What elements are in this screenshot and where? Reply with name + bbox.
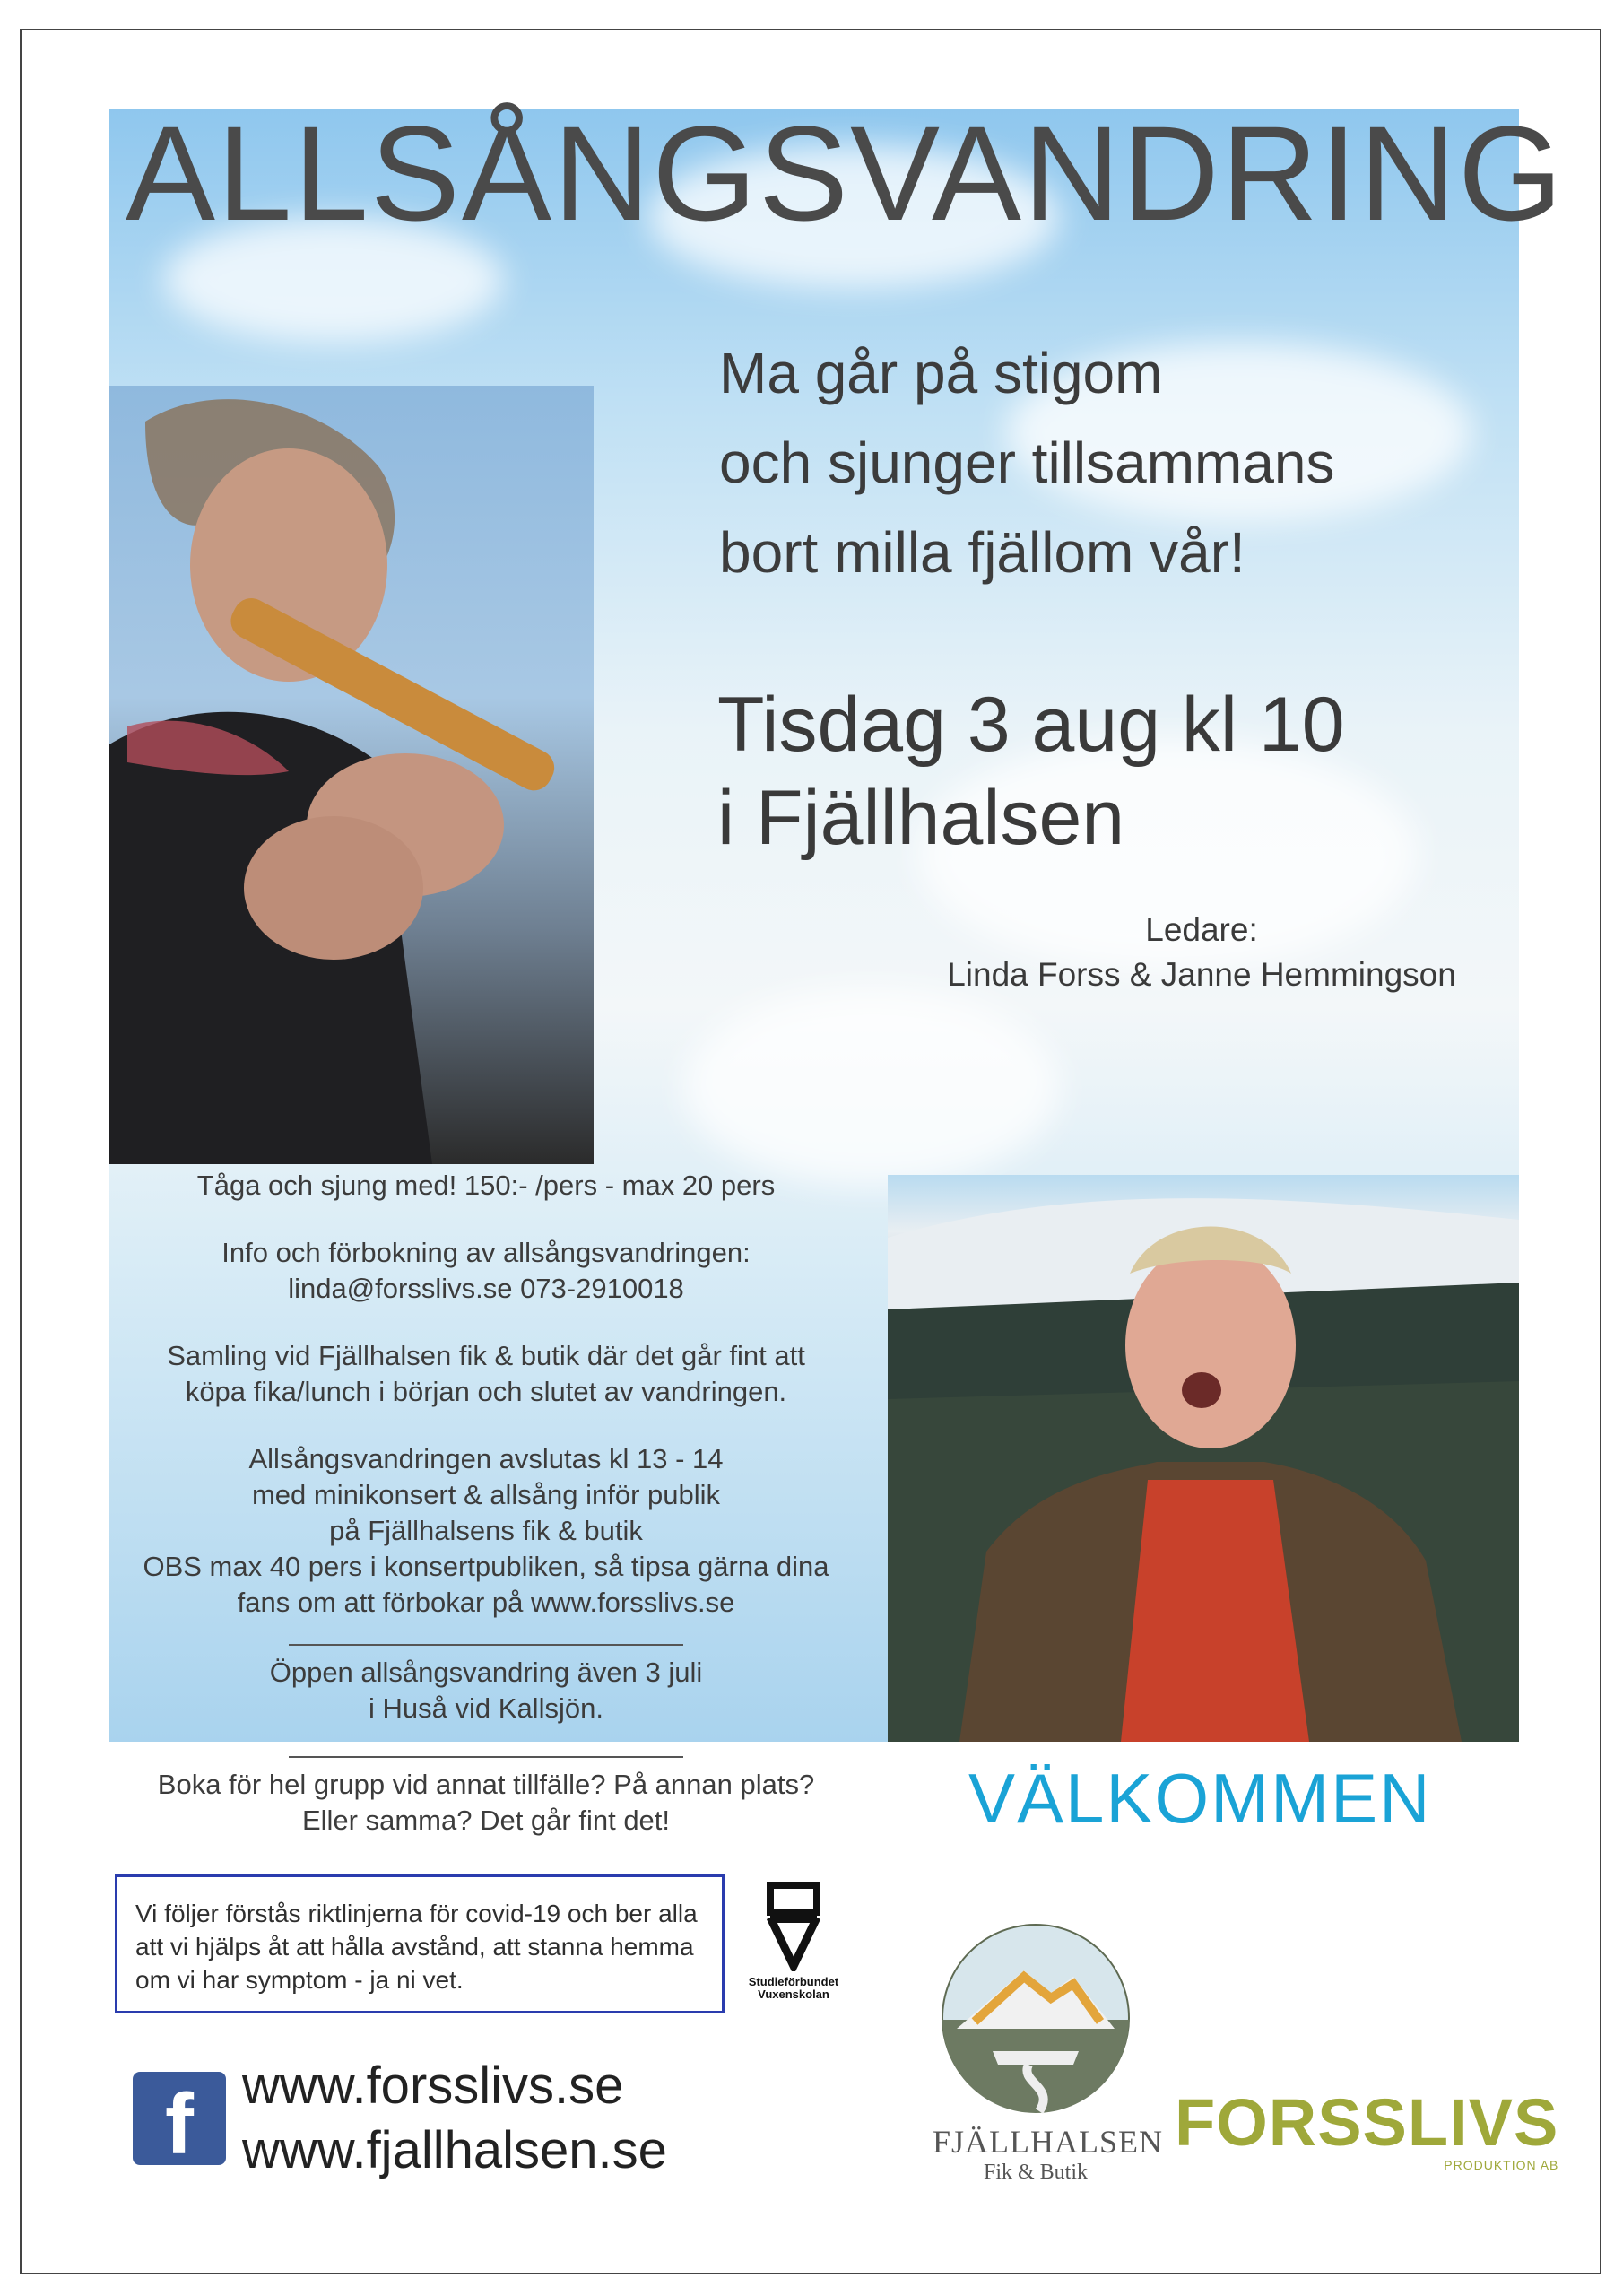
tagline-line: och sjunger tillsammans bbox=[719, 430, 1335, 495]
end-info: fans om att förbokar på www.forsslivs.se bbox=[237, 1587, 735, 1618]
meeting-info: köpa fika/lunch i början och slutet av vandringen. bbox=[185, 1376, 787, 1407]
poster-title: ALLSÅNGSVANDRING bbox=[126, 98, 1565, 248]
photo-woman-singing bbox=[888, 1175, 1519, 1742]
tagline-line: bort milla fjällom vår! bbox=[719, 520, 1245, 585]
end-info: på Fjällhalsens fik & butik bbox=[329, 1515, 643, 1546]
tagline bbox=[719, 328, 1335, 597]
photo-man-playing-flute bbox=[109, 386, 594, 1164]
divider bbox=[289, 1628, 683, 1646]
price-info: Tåga och sjung med! 150:- /pers - max 20 pers bbox=[196, 1170, 776, 1201]
leaders-label: Ledare: bbox=[1145, 911, 1258, 948]
booking-info: Info och förbokning av allsångsvandringen: bbox=[221, 1237, 751, 1268]
event-info bbox=[109, 1168, 863, 1870]
other-event-info: Öppen allsångsvandring även 3 juli bbox=[269, 1657, 703, 1688]
event-date: Tisdag 3 aug kl 10 bbox=[717, 682, 1345, 768]
welcome-text: VÄLKOMMEN bbox=[968, 1759, 1432, 1838]
event-date-place bbox=[717, 678, 1345, 865]
other-event-info: i Huså vid Kallsjön. bbox=[369, 1692, 603, 1724]
fjallhalsen-sub: Fik & Butik bbox=[983, 2161, 1089, 2184]
fjallhalsen-logo bbox=[933, 1921, 1164, 2195]
contact-info[interactable]: linda@forsslivs.se 073-2910018 bbox=[288, 1273, 684, 1304]
end-info: med minikonsert & allsång inför publik bbox=[251, 1479, 721, 1510]
facebook-icon[interactable]: f bbox=[133, 2072, 226, 2165]
sv-logo-text: Vuxenskolan bbox=[758, 1987, 829, 2001]
meeting-info: Samling vid Fjällhalsen fik & butik där det går fint att bbox=[167, 1340, 805, 1371]
website-link-forsslivs[interactable]: www.forsslivs.se bbox=[242, 2057, 624, 2115]
divider bbox=[289, 1740, 683, 1758]
forsslivs-name: FORSSLIVS bbox=[1175, 2085, 1559, 2160]
event-place: i Fjällhalsen bbox=[717, 775, 1125, 861]
forsslivs-logo bbox=[1175, 2085, 1559, 2172]
website-link-fjallhalsen[interactable]: www.fjallhalsen.se bbox=[242, 2121, 667, 2179]
covid-notice: Vi följer förstås riktlinjerna för covid-19 och ber alla att vi hjälps åt att hålla avstånd, att stanna hemma om vi har symptom - ja ni vet. bbox=[115, 1874, 725, 2013]
studieforbundet-vuxenskolan-logo bbox=[733, 1882, 854, 2007]
end-info: OBS max 40 pers i konsertpubliken, så tipsa gärna dina bbox=[143, 1551, 829, 1582]
website-links bbox=[242, 2054, 667, 2183]
leaders bbox=[897, 908, 1506, 997]
sv-logo-text: Studieförbundet bbox=[748, 1975, 839, 1988]
leaders-names: Linda Forss & Janne Hemmingson bbox=[947, 956, 1456, 993]
forsslivs-sub: PRODUKTION AB bbox=[1444, 2158, 1559, 2172]
group-booking-info: Boka för hel grupp vid annat tillfälle? På annan plats? bbox=[157, 1769, 815, 1800]
end-info: Allsångsvandringen avslutas kl 13 - 14 bbox=[248, 1443, 724, 1474]
fjallhalsen-name: FJÄLLHALSEN bbox=[933, 2124, 1164, 2160]
tagline-line: Ma går på stigom bbox=[719, 341, 1163, 405]
group-booking-info: Eller samma? Det går fint det! bbox=[301, 1805, 671, 1836]
